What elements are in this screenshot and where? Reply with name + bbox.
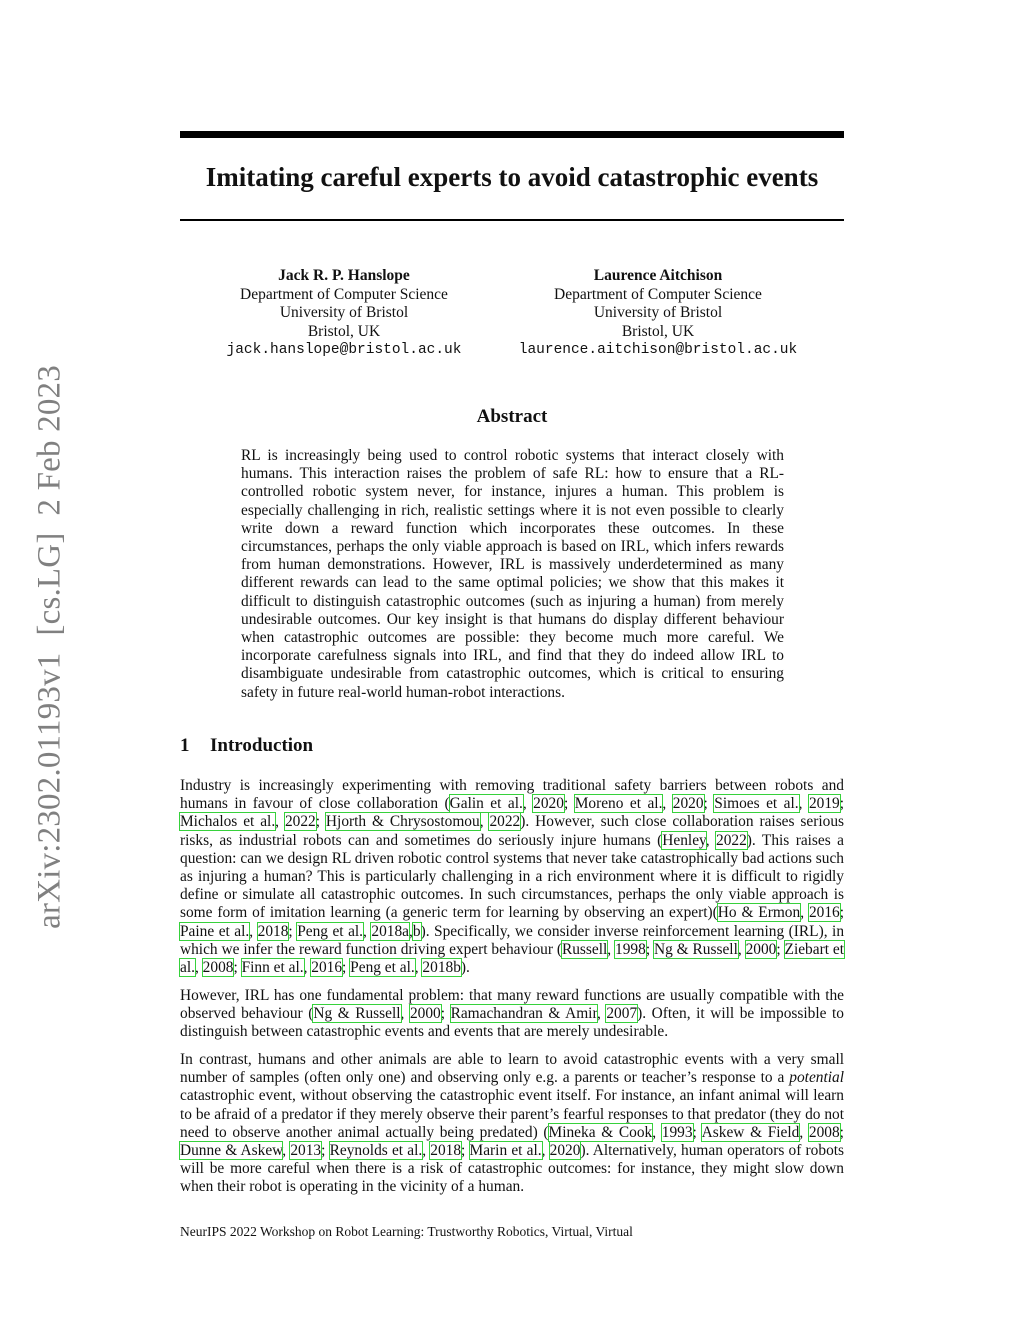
citation-link[interactable]: Marin et al. bbox=[469, 1142, 542, 1160]
text-run: ). However, such close collaboration raises serious risks, as industrial robots can and sometimes do seriously injure humans ( bbox=[180, 813, 845, 849]
citation-link[interactable]: Peng et al. bbox=[297, 922, 364, 940]
citation-link[interactable]: 2018b bbox=[422, 959, 461, 977]
citation-link[interactable]: Hjorth & Chrysostomou bbox=[325, 813, 480, 831]
title-rule-bottom bbox=[180, 219, 844, 221]
text-run: ; bbox=[461, 1142, 470, 1160]
author-dept: Department of Computer Science bbox=[554, 285, 762, 303]
author-name: Laurence Aitchison bbox=[593, 267, 723, 284]
citation-link[interactable]: Galin et al. bbox=[449, 795, 523, 813]
text-run: , bbox=[522, 795, 534, 813]
citation-link[interactable]: Peng et al. bbox=[350, 959, 415, 977]
abstract-body: RL is increasingly being used to control robotic systems that interact closely with humans. This interaction raises the problem of safe RL: how to ensure that a RL-controlled robotic system never, for instance, injures a human. This problem is especially challenging in rich, realistic settings where it is not even possible to clearly write down a reward function which incorporates these outcomes. In these circumstances, perhaps the only viable approach is based on IRL, which infers rewards from human demonstrations. However, IRL is massively underdetermined as many different rewards can lead to the same optimal policies; we show that this makes it difficult to distinguish catastrophic outcomes (such as injuring a human) from merely undesirable outcomes. Our key insight is that humans do display different behaviour when catastrophic outcomes are possible: they become much more careful. We incorporate carefulness signals into IRL, and find that they do indeed allow IRL to disambiguate undesirable from catastrophic outcomes, which is critical to ensuring safety in future real-world human-robot interactions. bbox=[241, 447, 784, 701]
citation-link[interactable]: Ng & Russell bbox=[313, 1005, 401, 1023]
citation-link[interactable]: 2008 bbox=[808, 1123, 840, 1141]
text-run: ). Specifically, we consider inverse reinforcement learning (IRL), in which we infer the reward function driving expert behaviour ( bbox=[180, 922, 845, 958]
citation-link[interactable]: 2007 bbox=[606, 1005, 638, 1023]
text-run: , bbox=[798, 795, 809, 813]
text-run: , bbox=[414, 959, 423, 977]
text-run: , bbox=[363, 922, 372, 940]
citation-link[interactable]: 2020 bbox=[549, 1142, 581, 1160]
text-run: Industry is increasingly experimenting with removing traditional safety barriers between robots and humans in favour of close collaboration ( bbox=[180, 777, 844, 813]
author-block-1 bbox=[184, 267, 504, 360]
text-run: ; bbox=[315, 813, 326, 831]
text-run: , bbox=[303, 959, 312, 977]
text-run: However, IRL has one fundamental problem: that many reward functions are usually compatible with the observed behaviour ( bbox=[180, 987, 844, 1023]
citation-link[interactable]: Dunne & Askew bbox=[180, 1142, 283, 1160]
text-run: ; bbox=[839, 1123, 844, 1141]
citation-link[interactable]: 2022 bbox=[716, 831, 747, 849]
author-email[interactable]: jack.hanslope@bristol.ac.uk bbox=[226, 342, 462, 358]
text-run: , bbox=[541, 1142, 550, 1160]
citation-link[interactable]: Finn et al. bbox=[241, 959, 304, 977]
text-run: , bbox=[194, 959, 203, 977]
citation-link[interactable]: 2000 bbox=[409, 1005, 441, 1023]
text-run: , bbox=[800, 904, 809, 922]
text-run: ; bbox=[839, 795, 844, 813]
citation-link[interactable]: Ramachandran & Amir bbox=[450, 1005, 597, 1023]
text-run: ). Alternatively, human operators of robots will be more careful when there is a risk of catastrophic outcomes: for instance, they might slow down when their robot is operating in the vicinity of a human. bbox=[180, 1142, 845, 1196]
text-run: ; bbox=[692, 1123, 702, 1141]
author-university: University of Bristol bbox=[279, 304, 409, 321]
citation-link[interactable]: Ho & Ermon bbox=[717, 904, 801, 922]
citation-link[interactable]: Askew & Field bbox=[701, 1123, 800, 1141]
citation-link[interactable]: 2000 bbox=[745, 940, 777, 958]
intro-paragraph-3 bbox=[180, 1051, 844, 1197]
citation-link[interactable]: 2018 bbox=[430, 1142, 462, 1160]
citation-link[interactable]: Moreno et al. bbox=[574, 795, 663, 813]
text-run: ; bbox=[440, 1005, 451, 1023]
citation-link[interactable]: Russell bbox=[561, 940, 608, 958]
abstract-heading: Abstract bbox=[476, 406, 548, 427]
citation-link[interactable]: 2016 bbox=[808, 904, 840, 922]
citation-link[interactable]: 2016 bbox=[311, 959, 343, 977]
text-run: ; bbox=[776, 940, 785, 958]
intro-paragraph-1 bbox=[180, 777, 844, 977]
author-location: Bristol, UK bbox=[621, 322, 695, 340]
citation-link[interactable]: 2019 bbox=[808, 795, 840, 813]
text-run: , bbox=[652, 1123, 662, 1141]
citation-link[interactable]: Paine et al. bbox=[180, 922, 250, 940]
citation-link[interactable]: Michalos et al. bbox=[180, 813, 276, 831]
citation-link[interactable]: 2018 bbox=[257, 922, 289, 940]
text-run: ). This raises a question: can we design RL driven robotic control systems that never take catastrophically bad actions such as injuring a human? This is particularly challenging in a rich environment where it is difficult to rigidly define or simulate all catastrophic outcomes. In such circumstances, perhaps the only viable approach is some form of imitation learning (a generic term for learning by observing an expert)( bbox=[180, 831, 844, 922]
citation-link[interactable]: 2022 bbox=[284, 813, 316, 831]
text-run: ; bbox=[342, 959, 351, 977]
text-run: , bbox=[662, 795, 673, 813]
conference-footer: NeurIPS 2022 Workshop on Robot Learning: Trustworthy Robotics, Virtual, Virtual bbox=[180, 1224, 633, 1239]
text-run: ; bbox=[563, 795, 575, 813]
citation-link[interactable]: 1998 bbox=[615, 940, 646, 958]
author-name: Jack R. P. Hanslope bbox=[278, 267, 410, 284]
intro-paragraph-2 bbox=[180, 987, 844, 1042]
section-heading bbox=[180, 735, 313, 757]
text-run: , bbox=[282, 1142, 291, 1160]
text-run: , bbox=[249, 922, 258, 940]
citation-link[interactable]: 1993 bbox=[661, 1123, 693, 1141]
section-title: Introduction bbox=[210, 735, 314, 756]
text-run: , bbox=[596, 1005, 607, 1023]
text-run: ; bbox=[233, 959, 242, 977]
text-run: ; bbox=[321, 1142, 330, 1160]
title-rule-top bbox=[180, 131, 844, 138]
author-block-2 bbox=[498, 267, 818, 360]
text-run: , bbox=[409, 922, 413, 940]
text-run: , bbox=[737, 940, 746, 958]
author-location: Bristol, UK bbox=[307, 322, 381, 340]
author-university: University of Bristol bbox=[593, 304, 723, 321]
citation-link[interactable]: 2013 bbox=[290, 1142, 322, 1160]
text-run: ). bbox=[460, 959, 470, 977]
text-run: , bbox=[422, 1142, 431, 1160]
author-dept: Department of Computer Science bbox=[240, 285, 448, 303]
citation-link[interactable]: Simoes et al. bbox=[714, 795, 799, 813]
text-run: , bbox=[479, 813, 490, 831]
citation-link[interactable]: Mineka & Cook bbox=[548, 1123, 653, 1141]
paper-title: Imitating careful experts to avoid catastrophic events bbox=[205, 162, 819, 192]
citation-link[interactable]: Henley bbox=[662, 831, 706, 849]
citation-link[interactable]: b bbox=[412, 922, 421, 940]
citation-link[interactable]: 2008 bbox=[202, 959, 234, 977]
text-run: , bbox=[275, 813, 285, 831]
text-run: , bbox=[400, 1005, 410, 1023]
citation-link[interactable]: Ng & Russell bbox=[653, 940, 738, 958]
text-run: ; bbox=[703, 795, 715, 813]
text-run: ; bbox=[839, 904, 844, 922]
citation-link[interactable]: Reynolds et al. bbox=[329, 1142, 423, 1160]
citation-link[interactable]: 2020 bbox=[533, 795, 564, 813]
author-email[interactable]: laurence.aitchison@bristol.ac.uk bbox=[518, 342, 798, 358]
text-run: In contrast, humans and other animals are able to learn to avoid catastrophic events with a very small number of samples (often only one) and observing only e.g. a parents or teacher’s response to a bbox=[180, 1051, 844, 1087]
citation-link[interactable]: 2022 bbox=[489, 813, 521, 831]
text-run: ). Often, it will be impossible to distinguish between catastrophic events and events that are merely undesirable. bbox=[180, 1005, 844, 1041]
section-number: 1 bbox=[180, 735, 190, 756]
text-run: , bbox=[705, 831, 717, 849]
citation-link[interactable]: 2020 bbox=[672, 795, 704, 813]
text-run: ; bbox=[288, 922, 298, 940]
text-run: catastrophic event, without observing the catastrophic event itself. For instance, an infant animal will learn to be afraid of a predator if they merely observe their parent’s fearful responses to that predator (they do not need to observe another animal actually being predated) ( bbox=[180, 1087, 844, 1141]
text-run: ; bbox=[645, 940, 654, 958]
text-run: , bbox=[607, 940, 616, 958]
citation-link[interactable]: Ziebart et al. bbox=[180, 940, 844, 977]
text-run: , bbox=[799, 1123, 809, 1141]
citation-link[interactable]: 2018a bbox=[371, 922, 410, 940]
emphasis: potential bbox=[789, 1069, 844, 1087]
arxiv-stamp: arXiv:2302.01193v1 [cs.LG] 2 Feb 2023 bbox=[31, 365, 68, 929]
